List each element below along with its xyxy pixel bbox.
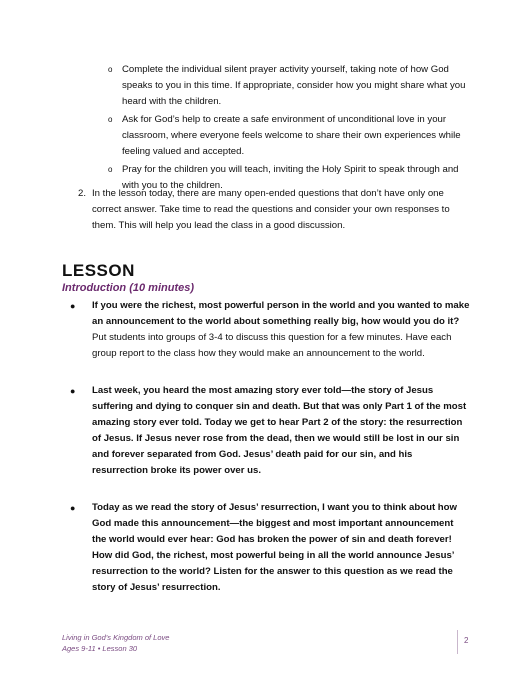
footer-line-1: Living in God’s Kingdom of Love: [62, 633, 170, 642]
list-item: [108, 62, 478, 110]
list-item: [70, 500, 470, 596]
bullet-icon: ●: [70, 386, 76, 396]
list-item: [70, 298, 470, 362]
list-number: 2.: [78, 188, 87, 199]
numbered-item-2: [78, 186, 470, 234]
list-item-text: In the lesson today, there are many open-ended questions that don’t have only one correct answer. Take time to read the questions and consider your own responses to them. This will help you lead the class in a good discussion.: [92, 188, 450, 231]
normal-text: Put students into groups of 3-4 to discuss this question for a few minutes. Have each group report to the class how they would make an announcement to the world.: [92, 332, 452, 359]
bullet-icon: ●: [70, 503, 76, 513]
section-heading: Introduction (10 minutes): [62, 282, 194, 294]
list-item-text: [92, 500, 470, 596]
list-item-text: Pray for the children you will teach, inviting the Holy Spirit to speak through and with you to the children.: [122, 164, 459, 191]
circle-bullet-icon: o: [108, 115, 113, 124]
circle-bullet-icon: o: [108, 165, 113, 174]
prayer-sub-list: [108, 62, 478, 196]
bold-text: If you were the richest, most powerful person in the world and you wanted to make an announcement to the world about something really big, how would you do it?: [92, 300, 470, 327]
footer-title: [62, 632, 169, 654]
list-item-text: [92, 298, 470, 362]
lesson-heading: LESSON: [62, 261, 135, 280]
list-item-text: Ask for God’s help to create a safe environment of unconditional love in your classroom, where everyone feels welcome to share their own experiences while feeling valued and accepted.: [122, 114, 461, 157]
circle-bullet-icon: o: [108, 65, 113, 74]
introduction-bullets: [70, 298, 470, 617]
footer-line-2: Ages 9-11 • Lesson 30: [62, 644, 138, 653]
list-item: [108, 112, 478, 160]
footer-divider: [457, 630, 458, 654]
bullet-icon: ●: [70, 301, 76, 311]
bold-text: Today as we read the story of Jesus’ resurrection, I want you to think about how God made this announcement—the biggest and most important announcement the world would ever hear: God has broken the power of sin and death forever! How did God, the richest, most powerful being in all the world announce Jesus’ resurrection to the world? Listen for the answer to this question as we read the story of Jesus’ resurrection.: [92, 502, 457, 593]
list-item-text: Complete the individual silent prayer activity yourself, taking note of how God speaks to you in this time. If appropriate, consider how you might share what you heard with the children.: [122, 64, 466, 107]
list-item: [70, 383, 470, 479]
list-item-text: [92, 383, 470, 479]
page-number: 2: [464, 636, 469, 645]
bold-text: Last week, you heard the most amazing story ever told—the story of Jesus suffering and dying to conquer sin and death. But that was only Part 1 of the most amazing story ever told. Today we get to hear Part 2 of the story: the resurrection of Jesus. If Jesus never rose from the dead, then we would still be lost in our sin and forever separated from God. Jesus’ death paid for our sin, and his resurrection broke its power over us.: [92, 385, 467, 476]
